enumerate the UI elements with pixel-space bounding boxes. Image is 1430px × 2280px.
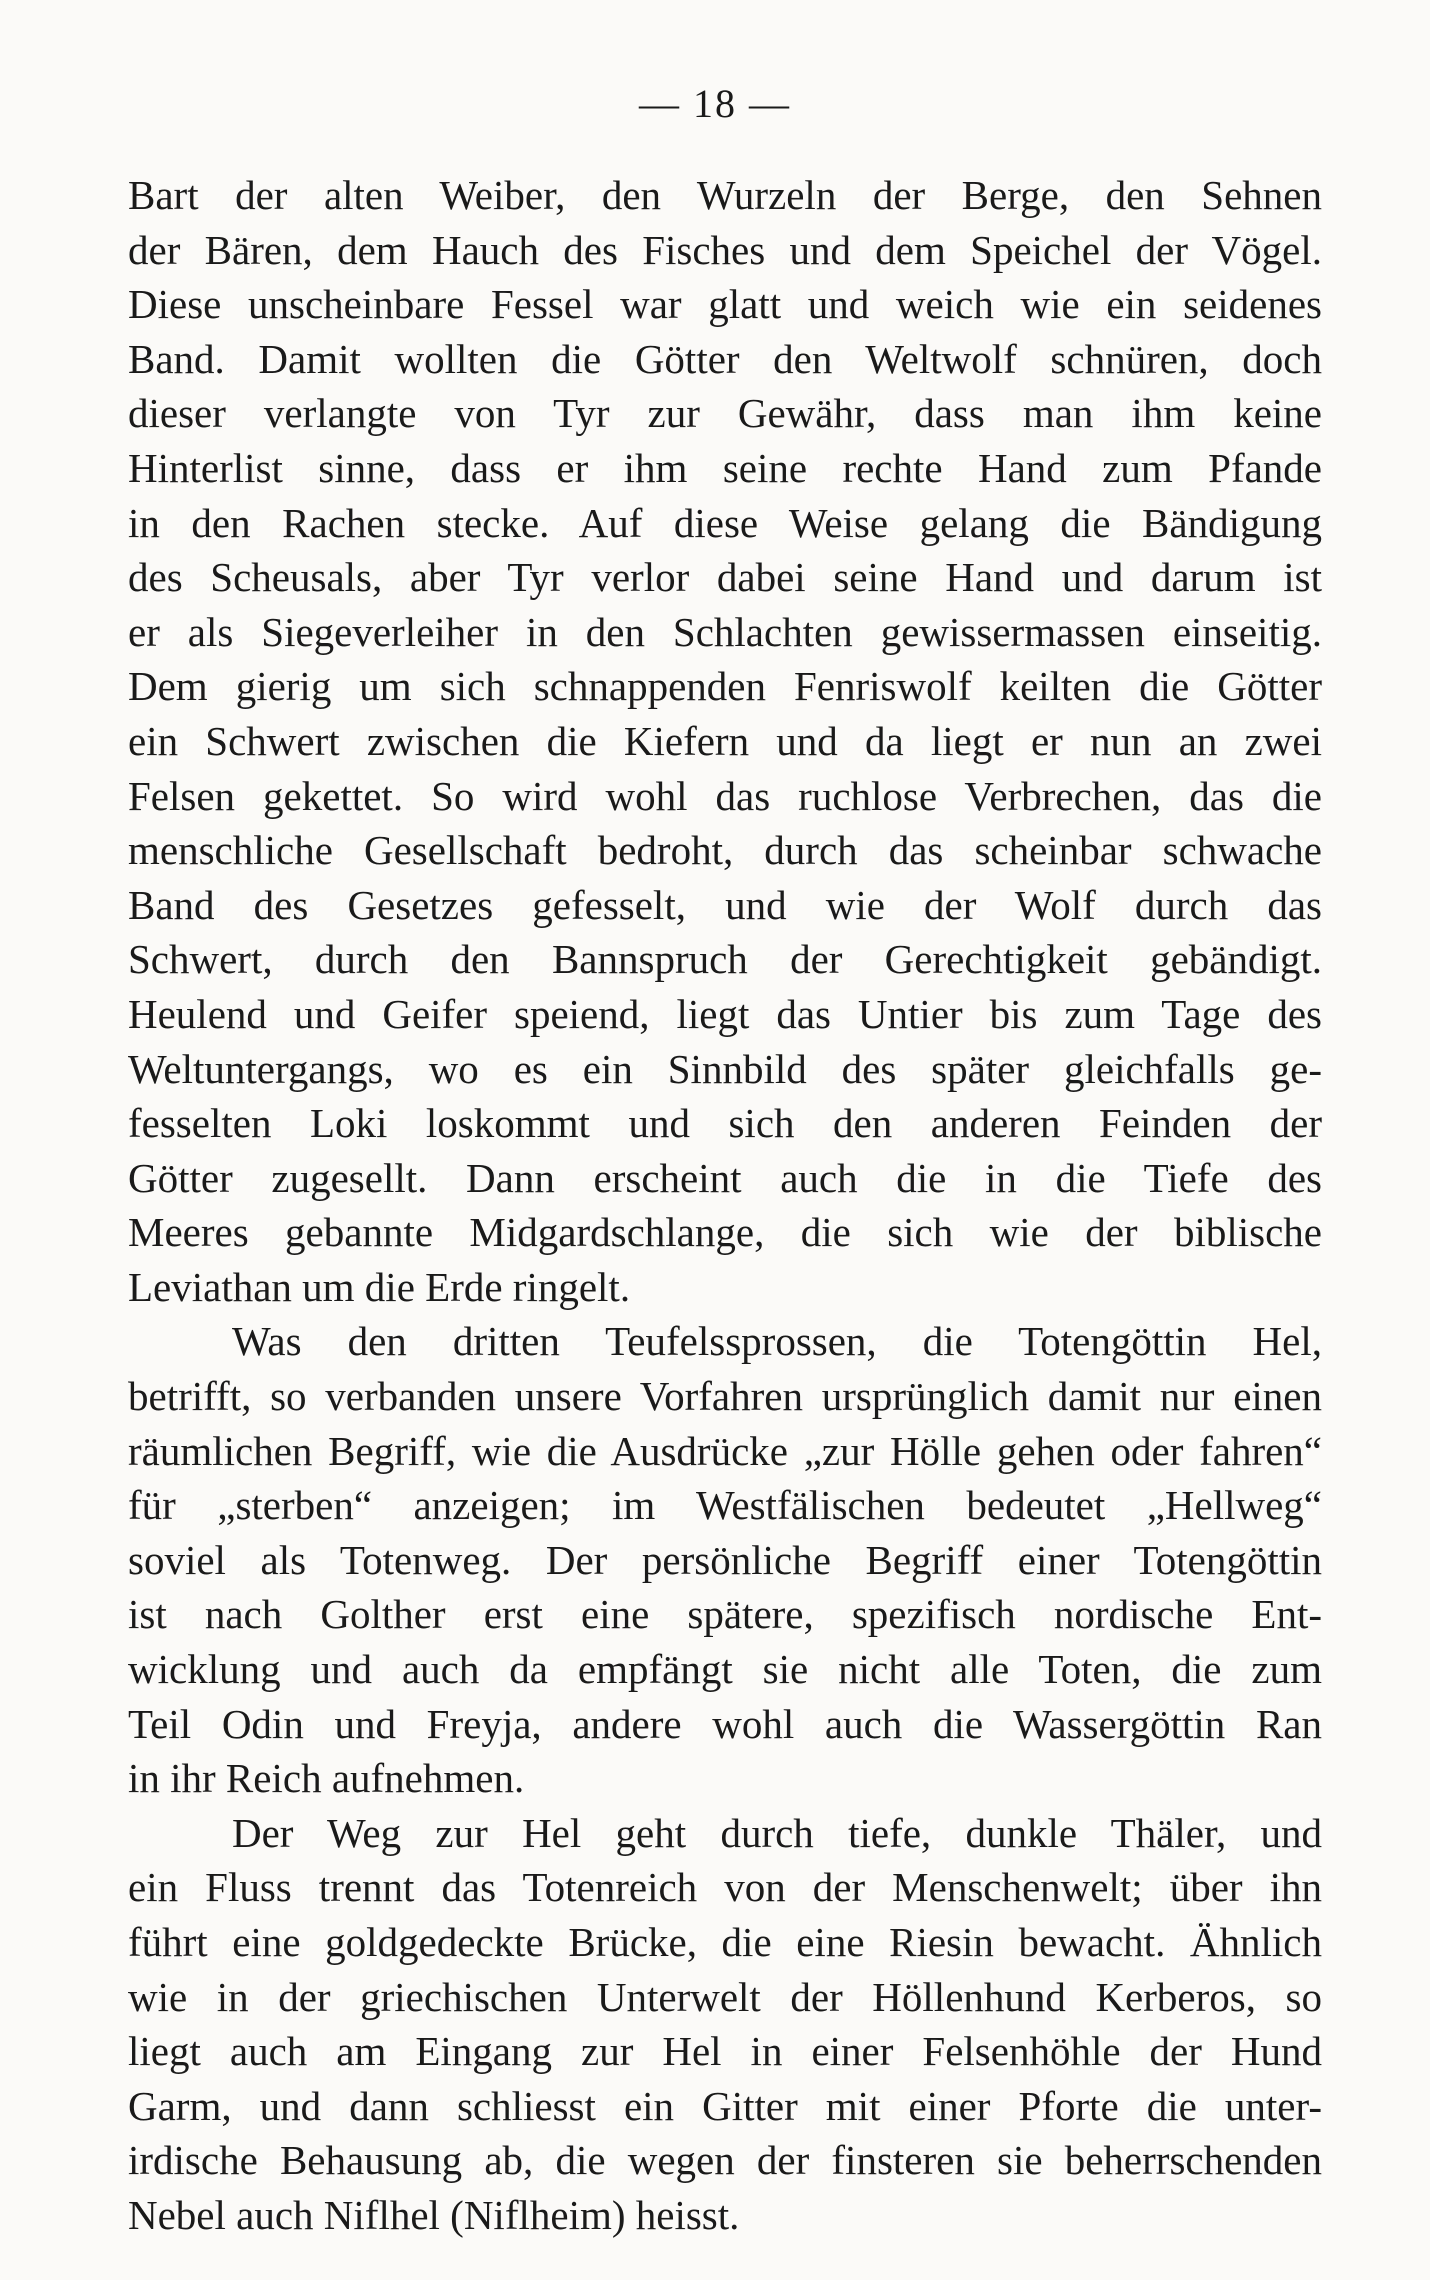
text-line: irdische Behausung ab, die wegen der finsteren sie beherrschenden	[128, 2137, 1322, 2184]
text-line: ein Fluss trennt das Totenreich von der Menschenwelt; über ihn	[128, 1864, 1322, 1911]
text-line: Teil Odin und Freyja, andere wohl auch die Wassergöttin Ran	[128, 1700, 1322, 1747]
text-line: führt eine goldgedeckte Brücke, die eine Riesin bewacht. Ähnlich	[128, 1919, 1322, 1965]
text-line: wicklung und auch da empfängt sie nicht alle Toten, die zum	[128, 1646, 1322, 1693]
page-number: — 18 —	[639, 81, 791, 126]
text-line: ein Schwert zwischen die Kiefern und da liegt er nun an zwei	[128, 717, 1322, 764]
text-line: er als Siegeverleiher in den Schlachten gewissermassen einseitig.	[128, 608, 1322, 655]
text-line: räumlichen Begriff, wie die Ausdrücke „zur Hölle gehen oder fahren“	[128, 1427, 1322, 1474]
text-line: Heulend und Geifer speiend, liegt das Untier bis zum Tage des	[128, 990, 1322, 1037]
text-line: in den Rachen stecke. Auf diese Weise gelang die Bändigung	[128, 499, 1322, 546]
text-line: wie in der griechischen Unterwelt der Höllenhund Kerberos, so	[128, 1973, 1322, 2020]
text-line: Götter zugesellt. Dann erscheint auch die in die Tiefe des	[128, 1154, 1322, 1201]
text-line: liegt auch am Eingang zur Hel in einer Felsenhöhle der Hund	[128, 2028, 1322, 2075]
text-line: menschliche Gesellschaft bedroht, durch das scheinbar schwache	[128, 827, 1322, 874]
text-line: Band des Gesetzes gefesselt, und wie der Wolf durch das	[128, 881, 1322, 928]
text-line: Diese unscheinbare Fessel war glatt und weich wie ein seidenes	[128, 281, 1322, 328]
text-line: betrifft, so verbanden unsere Vorfahren ursprünglich damit nur einen	[128, 1373, 1322, 1420]
text-line: Band. Damit wollten die Götter den Weltwolf schnüren, doch	[128, 335, 1322, 382]
text-line: Der Weg zur Hel geht durch tiefe, dunkle Thäler, und	[232, 1809, 1322, 1856]
text-line: Felsen gekettet. So wird wohl das ruchlose Verbrechen, das die	[128, 772, 1322, 819]
text-line: Leviathan um die Erde ringelt.	[128, 1263, 631, 1310]
text-line: Nebel auch Niflhel (Niflheim) heisst.	[128, 2191, 740, 2238]
text-line: Meeres gebannte Midgardschlange, die sich wie der biblische	[128, 1209, 1322, 1256]
text-line: in ihr Reich aufnehmen.	[128, 1755, 525, 1802]
body-text	[128, 168, 1322, 2243]
text-line: Was den dritten Teufelssprossen, die Totengöttin Hel,	[232, 1318, 1322, 1365]
text-line: Garm, und dann schliesst ein Gitter mit einer Pforte die unter-	[128, 2082, 1322, 2129]
text-line: Dem gierig um sich schnappenden Fenriswolf keilten die Götter	[128, 663, 1322, 710]
text-line: des Scheusals, aber Tyr verlor dabei seine Hand und darum ist	[128, 554, 1322, 601]
text-line: dieser verlangte von Tyr zur Gewähr, dass man ihm keine	[128, 390, 1322, 437]
text-line: für „sterben“ anzeigen; im Westfälischen bedeutet „Hellweg“	[128, 1482, 1322, 1529]
text-line: Weltuntergangs, wo es ein Sinnbild des später gleichfalls ge-	[128, 1045, 1322, 1092]
text-line: ist nach Golther erst eine spätere, spezifisch nordische Ent-	[128, 1591, 1322, 1638]
text-line: der Bären, dem Hauch des Fisches und dem Speichel der Vögel.	[128, 226, 1322, 273]
text-line: Bart der alten Weiber, den Wurzeln der Berge, den Sehnen	[128, 172, 1322, 218]
text-line: Schwert, durch den Bannspruch der Gerechtigkeit gebändigt.	[128, 936, 1322, 983]
text-line: fesselten Loki loskommt und sich den anderen Feinden der	[128, 1100, 1322, 1147]
text-line: Hinterlist sinne, dass er ihm seine rechte Hand zum Pfande	[128, 444, 1322, 491]
text-line: soviel als Totenweg. Der persönliche Begriff einer Totengöttin	[128, 1536, 1322, 1583]
